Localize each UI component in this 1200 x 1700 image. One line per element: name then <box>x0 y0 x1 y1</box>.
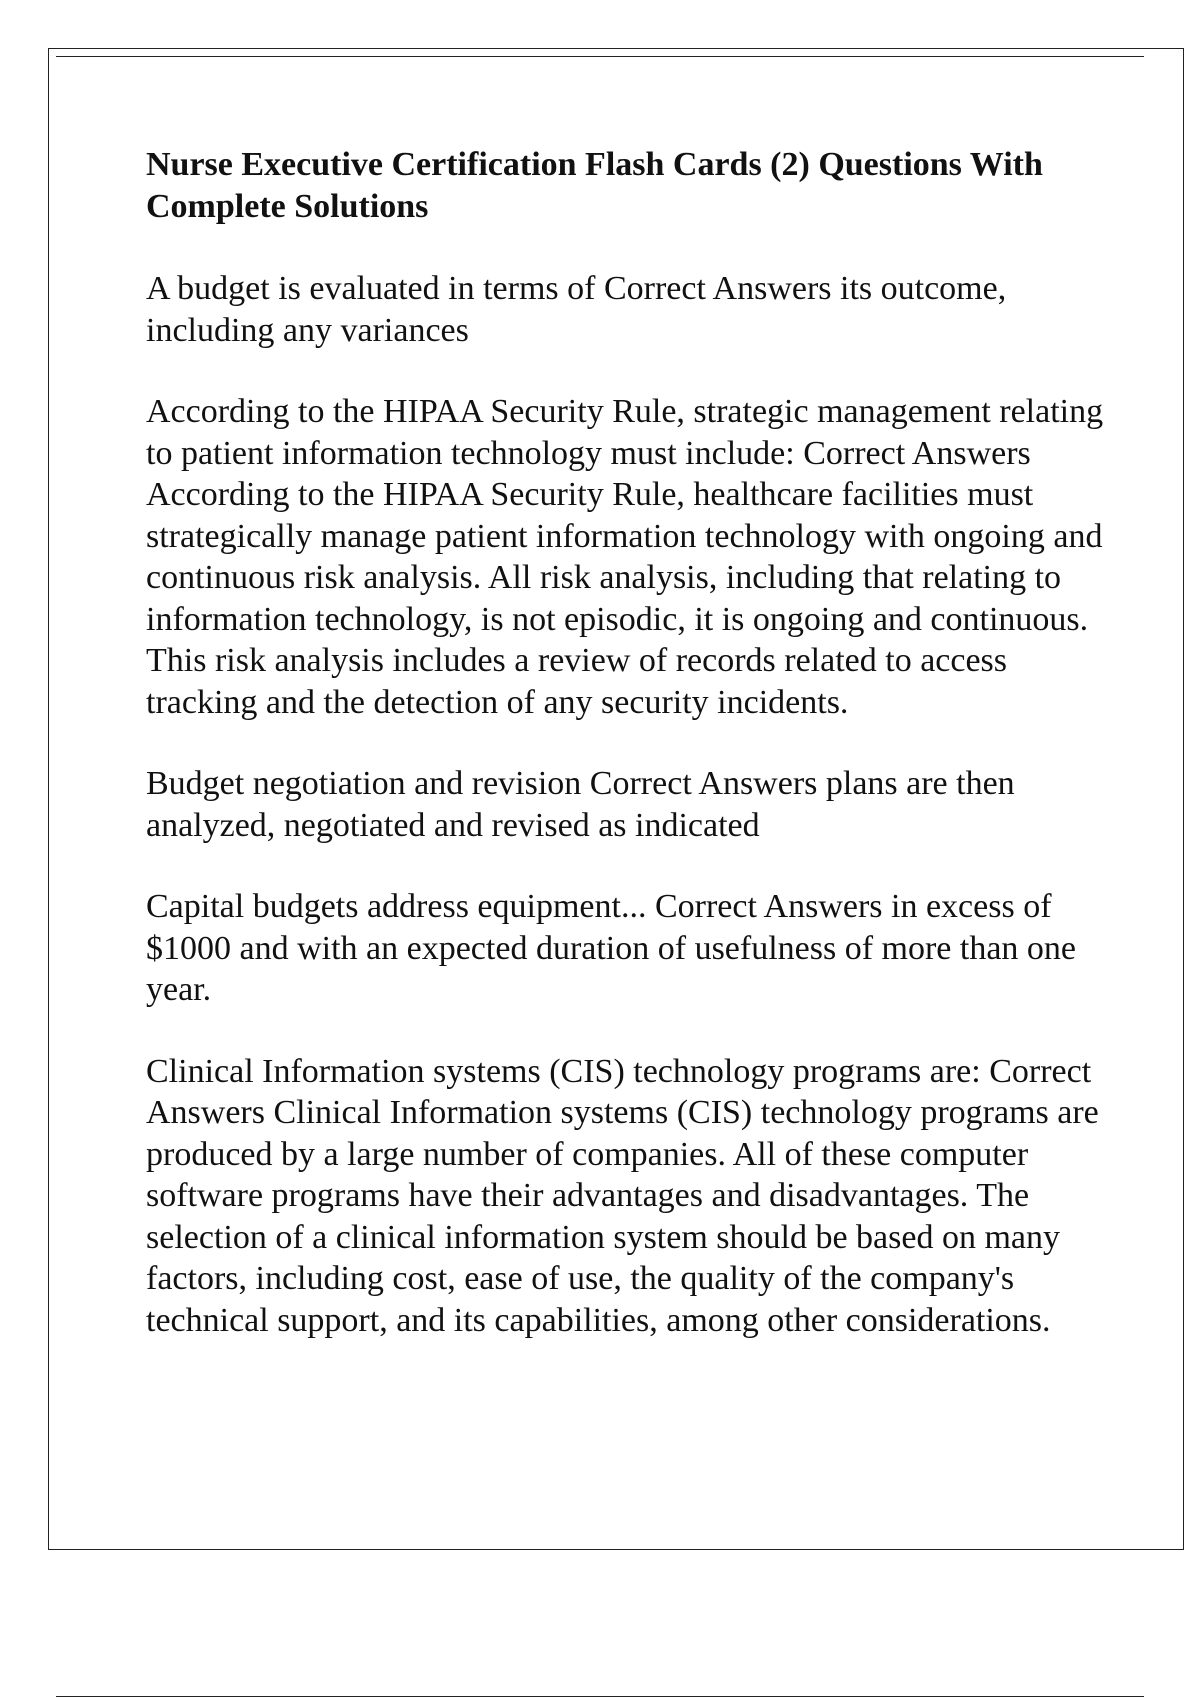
document-body <box>146 144 1106 1381</box>
document-title: Nurse Executive Certification Flash Cards (2) Questions With Complete Solutions <box>146 146 1043 225</box>
top-rule <box>56 56 1144 57</box>
flash-card-4: Capital budgets address equipment... Correct Answers in excess of $1000 and with an expected duration of usefulness of more than one year. <box>146 888 1077 1008</box>
bottom-rule <box>56 1696 1144 1697</box>
flash-card-5: Clinical Information systems (CIS) technology programs are: Correct Answers Clinical Information systems (CIS) technology programs are produced by a large number of companies. All of these computer software programs have their advantages and disadvantages. The selection of a clinical information system should be based on many factors, including cost, ease of use, the quality of the company's technical support, and its capabilities, among other considerations. <box>146 1052 1099 1339</box>
flash-card-1: A budget is evaluated in terms of Correct Answers its outcome, including any variances <box>146 270 1007 349</box>
flash-card-3: Budget negotiation and revision Correct Answers plans are then analyzed, negotiated and revised as indicated <box>146 765 1015 844</box>
flash-card-2: According to the HIPAA Security Rule, strategic management relating to patient information technology must include: Correct Answers According to the HIPAA Security Rule, healthcare facilities must strategically manage patient information technology with ongoing and continuous risk analysis. All risk analysis, including that relating to information technology, is not episodic, it is ongoing and continuous. This risk analysis includes a review of records related to access tracking and the detection of any security incidents. <box>146 393 1104 721</box>
